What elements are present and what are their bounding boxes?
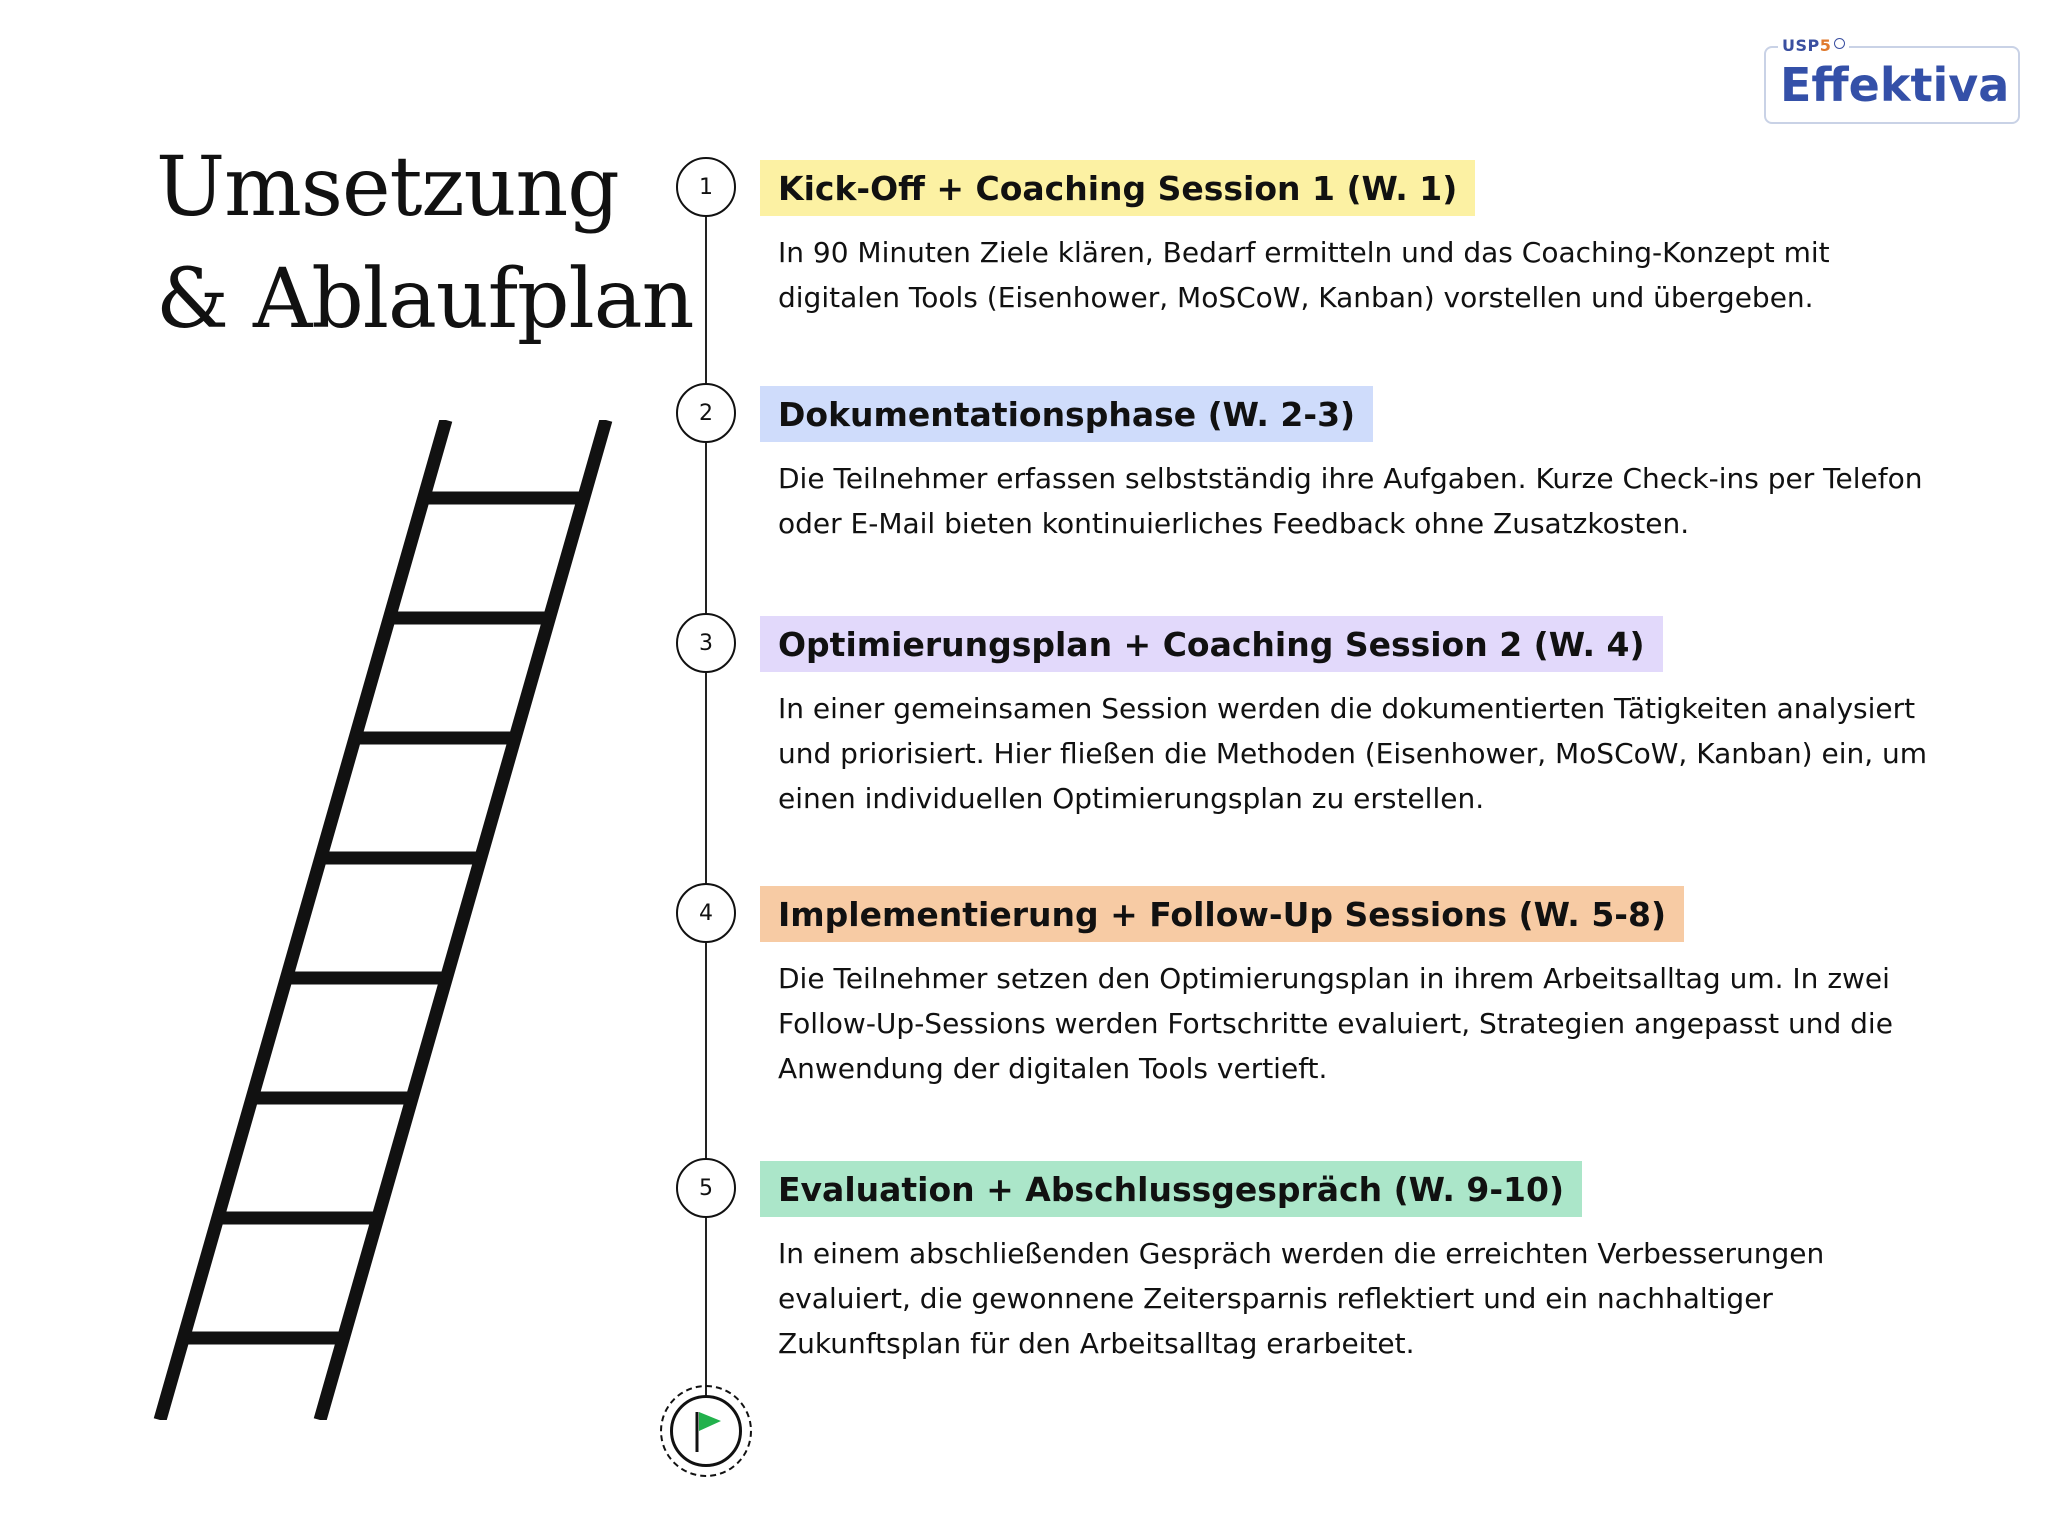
step-number-1: 1 [676,157,736,217]
step-number-3: 3 [676,613,736,673]
ladder-icon [150,420,630,1420]
step-4-heading: Implementierung + Follow-Up Sessions (W. 5-8) [760,886,1684,942]
effektiva-logo [1764,36,2020,124]
step-2-text: Die Teilnehmer erfassen selbstständig ihre Aufgaben. Kurze Check-ins per Telefon oder E-Mail bieten kontinuierliches Feedback ohne Zusatzkosten. [778,462,1923,540]
registered-icon [1834,38,1845,49]
step-number-4: 4 [676,883,736,943]
page-title [156,132,693,356]
step-5-text: In einem abschließenden Gespräch werden die erreichten Verbesserungen evaluiert, die gewonnene Zeitersparnis reflektiert und ein nachhaltiger Zukunftsplan für den Arbeitsalltag erarbeitet. [778,1237,1825,1360]
flag-icon [673,1398,739,1464]
step-3-text: In einer gemeinsamen Session werden die dokumentierten Tätigkeiten analysiert und priorisiert. Hier fließen die Methoden (Eisenhower, MoSCoW, Kanban) ein, um einen individuellen Optimierungsplan zu erstellen. [778,692,1928,815]
step-3-heading: Optimierungsplan + Coaching Session 2 (W. 4) [760,616,1663,672]
step-number-5: 5 [676,1158,736,1218]
finish-marker [660,1385,752,1477]
logo-usp-label [1778,36,1849,55]
step-4-text: Die Teilnehmer setzen den Optimierungsplan in ihrem Arbeitsalltag um. In zwei Follow-Up-Sessions werden Fortschritte evaluiert, Strategien angepasst und die Anwendung der digitalen Tools vertieft. [778,962,1893,1085]
finish-circle [670,1395,742,1467]
step-1-text: In 90 Minuten Ziele klären, Bedarf ermitteln und das Coaching-Konzept mit digitalen Tools (Eisenhower, MoSCoW, Kanban) vorstellen und übergeben. [778,236,1830,314]
logo-name: Effektiva [1780,58,2010,112]
title-line-1: Umsetzung [156,140,619,235]
step-2-heading: Dokumentationsphase (W. 2-3) [760,386,1373,442]
timeline-line [705,186,707,1420]
step-5-heading: Evaluation + Abschlussgespräch (W. 9-10) [760,1161,1582,1217]
step-1-heading: Kick-Off + Coaching Session 1 (W. 1) [760,160,1475,216]
title-line-2: & Ablaufplan [156,252,694,347]
step-number-2: 2 [676,383,736,443]
logo-usp-prefix: USP [1782,36,1820,55]
logo-usp-number: 5 [1819,36,1832,55]
